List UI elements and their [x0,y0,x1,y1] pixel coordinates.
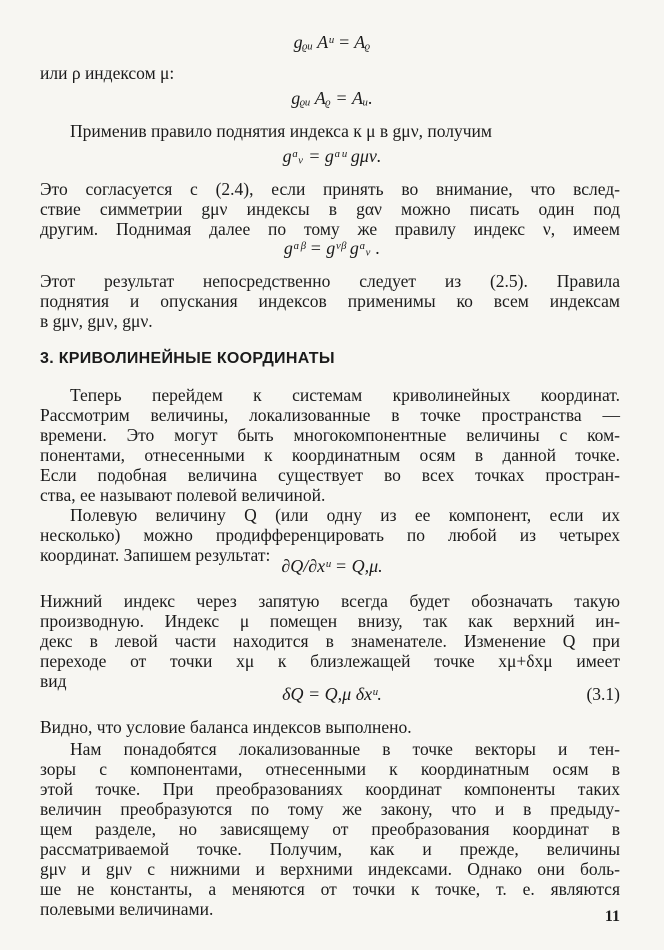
text-line: Этот результат непосредственно следует из (2.5). Правила [40,271,620,291]
text-line: величин преобразуются по тому же закону, что и в предыду- [40,799,620,819]
equation-4: gᵅᵝ = gᵛᵝ gᵅᵥ . [283,238,381,258]
text-line: понентами, отнесенными к координатным осям в данной точке. [40,445,620,465]
equation-6 [0,682,664,706]
page-number: 11 [604,908,620,925]
text-line: вид [40,671,67,691]
text-line: координат. Запишем результат: [40,545,271,565]
text-line: декс в левой части находится в знаменателе. Изменение Q при [40,631,620,651]
equation-6-body: δQ = Q,μ δxᵘ. [282,684,382,704]
text-line: Если подобная величина существует во всех точках простран- [40,465,620,485]
text-line: производную. Индекс μ помещен внизу, так как верхний ин- [40,611,620,631]
text-line: Рассмотрим величины, локализованные в точке пространства — [40,405,620,425]
text-line: gμν и gμν с нижними и верхними индексами. Однако они боль- [40,859,620,879]
text-line: в gμν, gμν, gμν. [40,311,153,331]
text-line: ства, ее называют полевой величиной. [40,485,326,505]
equation-3: gᵅᵥ = gᵅᵘ gμν. [282,146,382,166]
equation-2: gᵨᵤ Aᵨ = Aᵤ. [291,88,373,108]
text-line: времени. Это могут быть многокомпонентные величины с ком- [40,425,620,445]
text-line: Теперь перейдем к системам криволинейных координат. [70,385,620,405]
text-line: переходе от точки xμ к близлежащей точке xμ+δxμ имеет [40,651,620,671]
text-line: Полевую величину Q (или одну из ее компонент, если их [70,505,620,525]
text-line: ствие симметрии gμν индексы в gαν можно писать один под [40,199,620,219]
text-line: несколько) можно продифференцировать по любой из четырех [40,525,620,545]
equation-number: (3.1) [586,684,620,704]
text-line: ше не константы, а меняются от точки к точке, т. е. являются [40,879,620,899]
text-line: рассматриваемой точке. Получим, как и прежде, величины [40,839,620,859]
text-line: этой точке. При преобразованиях координат компоненты таких [40,779,620,799]
section-heading: 3. КРИВОЛИНЕЙНЫЕ КООРДИНАТЫ [40,350,335,367]
equation-5: ∂Q/∂xᵘ = Q,μ. [281,556,383,576]
text-line: полевыми величинами. [40,899,214,919]
text-line: Это согласуется с (2.4), если принять во внимание, что вслед- [40,179,620,199]
text-line: другим. Поднимая далее по тому же правилу индекс ν, имеем [40,219,620,239]
text-line: Применив правило поднятия индекса к μ в gμν, получим [70,121,492,141]
text-line: поднятия и опускания индексов применимы ко всем индексам [40,291,620,311]
text-line: зоры с компонентами, отнесенными к координатным осям в [40,759,620,779]
equation-1: gᵨᵤ Aᵘ = Aᵨ [293,32,371,52]
text-line: Нижний индекс через запятую всегда будет обозначать такую [40,591,620,611]
text-line: щем разделе, но зависящему от преобразования координат в [40,819,620,839]
text-line: Нам понадобятся локализованные в точке векторы и тен- [70,739,620,759]
text-line: или ρ индексом μ: [40,63,175,83]
text-line: Видно, что условие баланса индексов выполнено. [40,717,412,737]
